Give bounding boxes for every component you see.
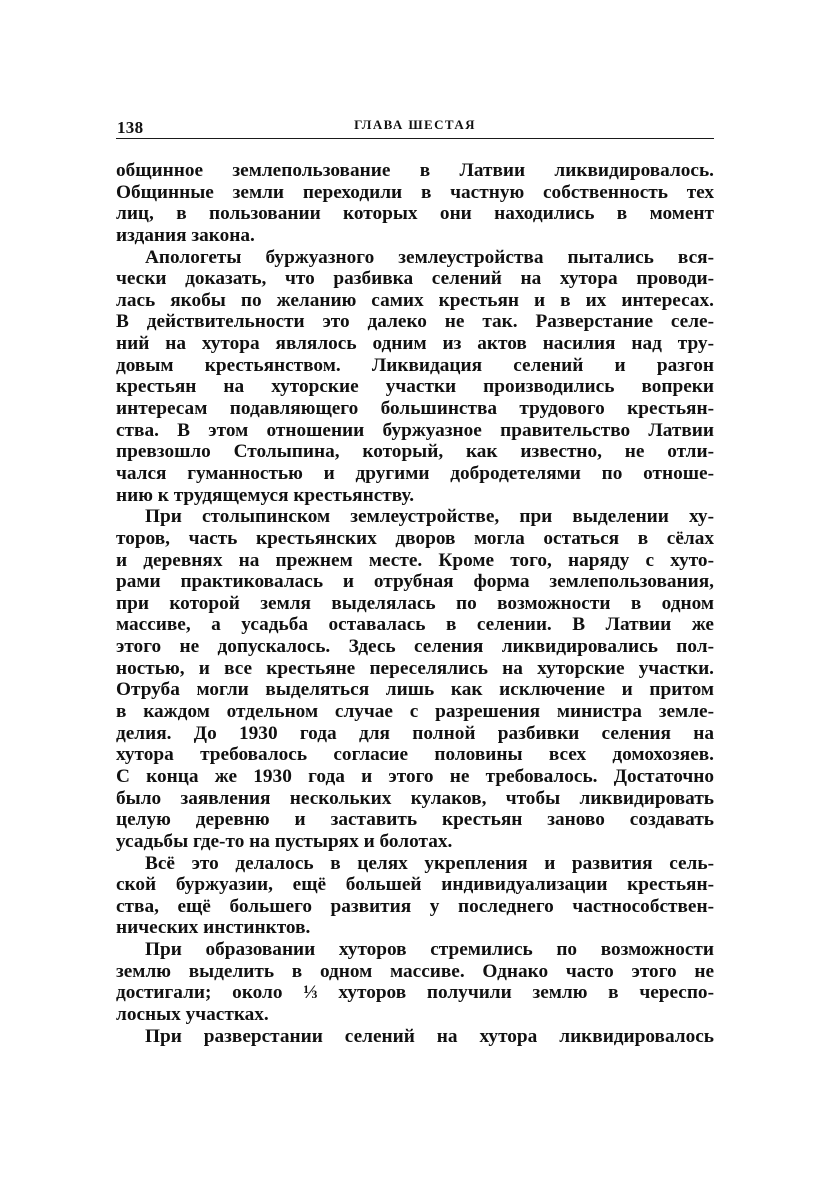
text-line: целую деревню и заставить крестьян заново создавать: [116, 809, 714, 831]
text-line: превзошло Столыпина, который, как известно, не отли-: [116, 441, 714, 463]
text-line: чески доказать, что разбивка селений на хутора проводи-: [116, 268, 714, 290]
text-line: Апологеты буржуазного землеустройства пытались вся-: [145, 246, 714, 268]
paragraph: [116, 506, 714, 852]
running-head: [116, 112, 714, 139]
text-line: довым крестьянством. Ликвидация селений и разгон: [116, 354, 714, 376]
text-line: ностью, и все крестьяне переселялись на хуторские участки.: [116, 657, 714, 679]
text-line: ний на хутора являлось одним из актов насилия над тру-: [116, 333, 714, 355]
text-line: этого не допускалось. Здесь селения ликвидировались пол-: [116, 636, 714, 658]
text-line: делия. До 1930 года для полной разбивки селения на: [116, 722, 714, 744]
text-line: крестьян на хуторские участки производились вопреки: [116, 376, 714, 398]
text-line: торов, часть крестьянских дворов могла остаться в сёлах: [116, 527, 714, 549]
paragraph: [116, 247, 714, 507]
text-line: нию к трудящемуся крестьянству.: [116, 484, 415, 506]
text-line: хутора требовалось согласие половины всех домохозяев.: [116, 744, 714, 766]
paragraph: [116, 939, 714, 1026]
text-line: нических инстинктов.: [116, 917, 311, 939]
text-line: С конца же 1930 года и этого не требовалось. Достаточно: [116, 765, 714, 787]
text-line: При столыпинском землеустройстве, при выделении ху-: [145, 506, 714, 528]
text-line: ства, ещё большего развития у последнего частнособствен-: [116, 895, 714, 917]
text-line: и деревнях на прежнем месте. Кроме того, наряду с хуто-: [116, 549, 714, 571]
text-line: массиве, а усадьба оставалась в селении. В Латвии же: [116, 614, 714, 636]
text-line: при которой земля выделялась по возможности в одном: [116, 592, 714, 614]
paragraph: [116, 1026, 714, 1048]
text-line: общинное землепользование в Латвии ликвидировалось.: [116, 160, 714, 181]
text-line: Общинные земли переходили в частную собственность тех: [116, 181, 714, 203]
text-line: ства. В этом отношении буржуазное правительство Латвии: [116, 419, 714, 441]
text-line: интересам подавляющего большинства трудового крестьян-: [116, 398, 714, 420]
paragraph: [116, 853, 714, 940]
text-line: издания закона.: [116, 224, 255, 246]
text-line: Отруба могли выделяться лишь как исключение и притом: [116, 679, 714, 701]
text-line: лась якобы по желанию самих крестьян и в их интересах.: [116, 289, 714, 311]
text-line: лиц, в пользовании которых они находились в момент: [116, 203, 714, 225]
text-line: При разверстании селений на хутора ликвидировалось: [145, 1025, 714, 1047]
text-line: землю выделить в одном массиве. Однако часто этого не: [116, 960, 714, 982]
text-line: чался гуманностью и другими добродетелями по отноше-: [116, 462, 714, 484]
text-line: ской буржуазии, ещё большей индивидуализации крестьян-: [116, 874, 714, 896]
body-text: [116, 160, 714, 1047]
text-line: достигали; около ⅓ хуторов получили землю в череспо-: [116, 982, 714, 1004]
text-line: было заявления нескольких кулаков, чтобы ликвидировать: [116, 787, 714, 809]
book-page: [116, 112, 714, 1047]
page-number: 138: [117, 118, 144, 137]
text-line: в каждом отдельном случае с разрешения министра земле-: [116, 701, 714, 723]
text-line: При образовании хуторов стремились по возможности: [145, 939, 714, 961]
text-line: Всё это делалось в целях укрепления и развития сель-: [145, 852, 714, 874]
text-line: лосных участках.: [116, 1003, 269, 1025]
paragraph: [116, 160, 714, 247]
chapter-title: ГЛАВА ШЕСТАЯ: [354, 117, 476, 132]
text-line: В действительности это далеко не так. Разверстание селе-: [116, 311, 714, 333]
text-line: рами практиковалась и отрубная форма землепользования,: [116, 571, 714, 593]
text-line: усадьбы где-то на пустырях и болотах.: [116, 830, 453, 852]
